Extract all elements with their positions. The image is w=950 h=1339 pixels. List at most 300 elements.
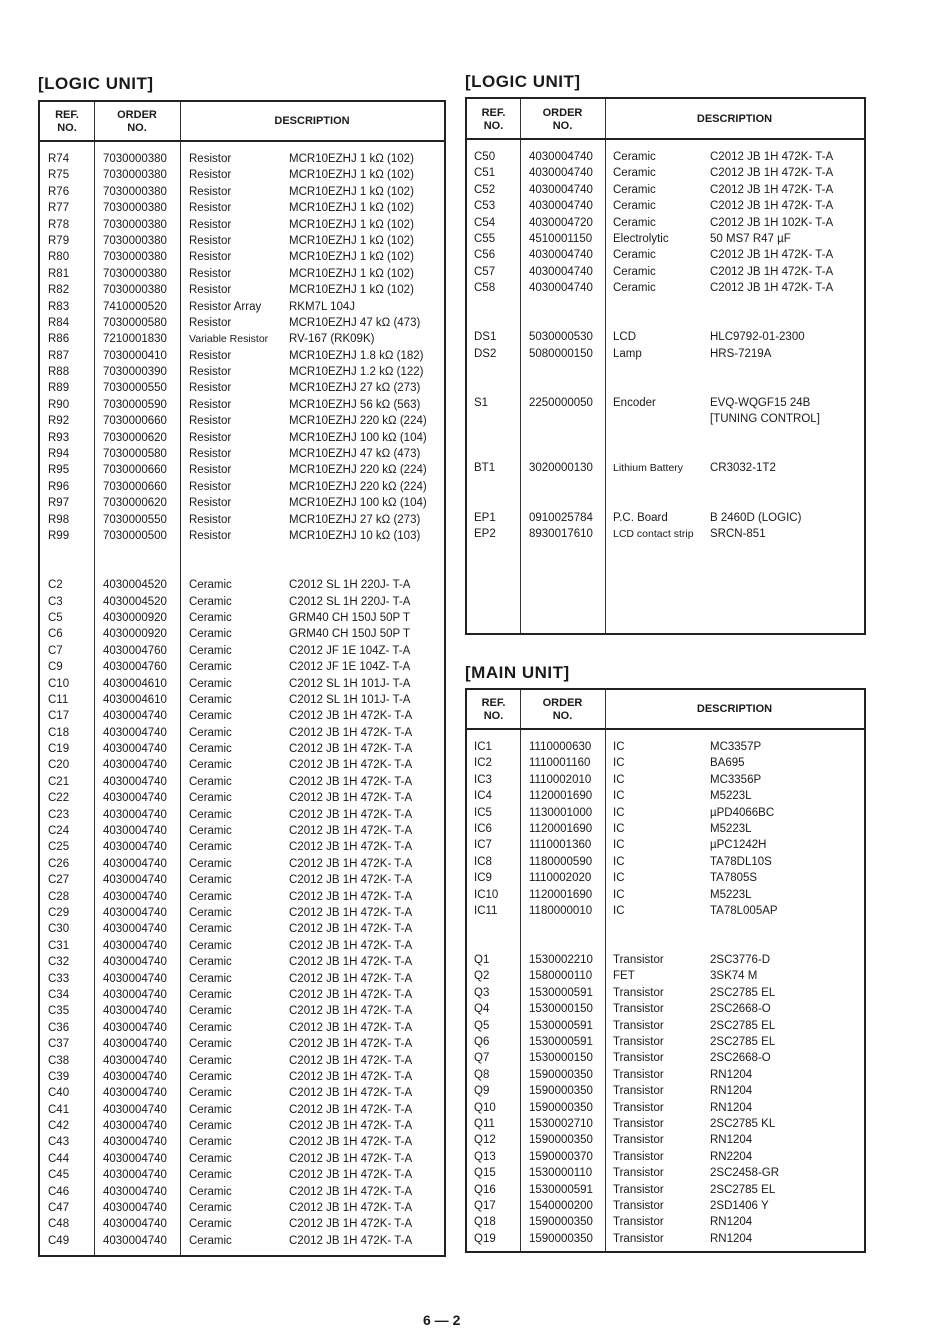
specification: RN1204 [710,1134,753,1147]
table-row [40,905,444,921]
header-ref: REF. NO. [55,109,79,134]
table-row [467,165,864,181]
description: Ceramic [189,1136,232,1149]
table-row [467,247,864,263]
description: Resistor [189,234,232,247]
specification: MCR10EZHJ 1 kΩ (102) [289,251,414,264]
ref-no: C46 [48,1185,70,1198]
specification: RN2204 [710,1150,753,1163]
ref-no: IC8 [474,855,492,868]
order-no: 7030000390 [103,366,167,379]
table-row [467,1132,864,1148]
specification: C2012 JB 1H 472K- T-A [289,972,413,985]
table-row [40,889,444,905]
ref-no: R98 [48,513,70,526]
order-no: 8930017610 [529,528,593,541]
ref-no: C31 [48,939,70,952]
table-header [40,102,444,142]
order-no: 1110000630 [529,741,592,753]
ref-no: C17 [48,710,70,723]
description: Resistor [189,431,232,444]
table-row [40,1233,444,1249]
order-no: 4030004740 [529,265,593,278]
table-row [467,1182,864,1198]
specification: MCR10EZHJ 1 kΩ (102) [289,284,414,297]
description: Ceramic [189,857,232,870]
ref-no: C3 [48,595,63,608]
logic-unit-parts-table [38,100,446,1257]
ref-no: Q11 [474,1118,495,1130]
order-no: 1530000150 [529,1003,593,1016]
description: Resistor [189,284,232,297]
description: LCD contact strip [613,528,694,541]
table-row [467,231,864,247]
ref-no: C35 [48,1005,70,1018]
description: Transistor [613,1167,664,1180]
description: Ceramic [189,956,232,969]
specification: GRM40 CH 150J 50P T [289,628,411,641]
description: Resistor [189,202,232,215]
specification: C2012 JB 1H 472K- T-A [289,890,413,903]
description: Resistor [189,153,232,165]
description: IC [613,822,625,835]
table-row [467,215,864,231]
ref-no: Q7 [474,1052,490,1065]
left-section-title: [LOGIC UNIT] [38,74,154,93]
order-no: 4030004740 [103,825,167,838]
main-unit-parts-table [465,688,866,1253]
specification: 2SC2458-GR [710,1167,780,1180]
specification: MCR10EZHJ 47 kΩ (473) [289,448,421,461]
specification: C2012 JB 1H 472K- T-A [289,1169,413,1182]
specification: MCR10EZHJ 56 kΩ (563) [289,398,421,411]
ref-no: Q4 [474,1003,490,1016]
specification: M5223L [710,888,752,901]
table-row [40,659,444,675]
description: Resistor [189,316,232,329]
order-no: 1580000110 [529,970,593,983]
ref-no: Q13 [474,1150,496,1163]
ref-no: C53 [474,200,496,213]
ref-no: C55 [474,232,496,245]
ref-no: DS1 [474,331,497,344]
description: Lamp [613,347,642,360]
order-no: 1590000350 [529,1101,593,1114]
table-row [40,1200,444,1216]
page-number: 6 — 2 [423,1312,461,1328]
table-row [40,462,444,478]
table-row [40,823,444,839]
table-row [467,264,864,280]
description: Ceramic [189,1185,232,1198]
description: IC [613,741,625,753]
table-row [40,839,444,855]
description: Ceramic [189,1038,232,1051]
description: Transistor [613,986,664,999]
ref-no: C10 [48,677,70,690]
order-no: 4030004720 [529,216,593,229]
table-row [40,217,444,233]
table-header [467,690,864,730]
table-row [467,1100,864,1116]
description: LCD [613,331,637,344]
ref-no: R90 [48,398,70,411]
ref-no: DS2 [474,347,497,360]
description: Ceramic [189,693,232,706]
description: Ceramic [189,841,232,854]
ref-no: C18 [48,726,70,739]
table-row [467,903,864,919]
specification: C2012 JB 1H 472K- T-A [289,792,413,805]
specification: MCR10EZHJ 1 kΩ (102) [289,234,414,247]
order-no: 4030004740 [103,841,167,854]
description: Ceramic [189,579,232,592]
specification: C2012 JB 1H 472K- T-A [289,874,413,887]
ref-no: R79 [48,234,70,247]
description: Resistor [189,398,232,411]
order-no: 4030004740 [103,1038,167,1051]
order-no: 4030004740 [529,200,593,213]
table-row [467,968,864,984]
specification: C2012 JB 1H 472K- T-A [289,1070,413,1083]
ref-no: R95 [48,464,70,477]
order-no: 1590000350 [529,1085,593,1098]
order-no: 4030000920 [103,611,167,624]
order-no: 4030004610 [103,693,167,706]
ref-no: C40 [48,1087,70,1100]
right-section-title: [LOGIC UNIT] [465,72,581,91]
description: Resistor [189,480,232,493]
order-no: 4030004740 [103,1202,167,1215]
description: Ceramic [189,743,232,756]
table-row [40,1036,444,1052]
description: Resistor [189,415,232,428]
specification: HRS-7219A [710,347,772,360]
order-no: 4030004740 [103,1169,167,1182]
order-no: 4030004740 [103,874,167,887]
order-no: 7030000380 [103,284,167,297]
header-order: ORDER NO. [117,109,157,134]
description: Resistor [189,529,232,542]
specification: MCR10EZHJ 47 kΩ (473) [289,316,421,329]
order-no: 4030004740 [103,939,167,952]
order-no: 4030004740 [103,1234,167,1247]
description: Resistor [189,349,232,362]
table-row [467,1050,864,1066]
description: Resistor Array [189,300,262,313]
table-row [40,921,444,937]
description: Ceramic [189,677,232,690]
specification: C2012 JB 1H 472K- T-A [710,151,834,163]
description: Ceramic [189,661,232,674]
order-no: 1590000350 [529,1068,593,1081]
specification: C2012 JB 1H 472K- T-A [710,183,834,196]
ref-no: Q9 [474,1085,490,1098]
specification: C2012 JB 1H 472K- T-A [289,775,413,788]
ref-no: C36 [48,1021,70,1034]
table-row [40,987,444,1003]
specification: µPC1242H [710,839,767,852]
ref-no: Q18 [474,1216,496,1229]
specification: MCR10EZHJ 27 kΩ (273) [289,382,421,395]
table-row [40,397,444,413]
order-no: 4030004740 [103,759,167,772]
order-no: 1590000350 [529,1216,593,1229]
order-no: 4030004740 [103,906,167,919]
description: FET [613,970,635,983]
table-row [40,282,444,298]
specification: C2012 JB 1H 472K- T-A [710,167,834,180]
ref-no: R96 [48,480,70,493]
description: Ceramic [189,1021,232,1034]
ref-no: EP1 [474,511,496,524]
table-row [40,446,444,462]
description: Ceramic [613,151,656,163]
specification: 2SC2668-O [710,1052,771,1065]
description: Resistor [189,513,232,526]
specification: C2012 JF 1E 104Z- T-A [289,661,411,674]
description: Resistor [189,218,232,231]
description: IC [613,839,625,852]
table-row [40,348,444,364]
logic-unit-parts-table-2 [465,97,866,635]
order-no: 4030004740 [103,710,167,723]
description: IC [613,888,625,901]
specification: B 2460D (LOGIC) [710,511,802,524]
description: Resistor [189,251,232,264]
ref-no: C6 [48,628,63,641]
main-section-title: [MAIN UNIT] [465,663,570,682]
table-row [467,1001,864,1017]
ref-no: R80 [48,251,70,264]
ref-no: Q2 [474,970,490,983]
description: Transistor [613,1036,664,1049]
specification: MCR10EZHJ 1.2 kΩ (122) [289,366,424,379]
table-row [40,364,444,380]
ref-no: C54 [474,216,496,229]
specification: C2012 JB 1H 472K- T-A [710,265,834,278]
order-no: 4030004740 [103,1136,167,1149]
ref-no: R93 [48,431,70,444]
ref-no: C50 [474,151,496,163]
specification: 3SK74 M [710,970,758,983]
header-order: ORDER NO. [542,106,583,132]
description: Transistor [613,1118,664,1130]
order-no: 7030000380 [103,251,167,264]
order-no: 1110002010 [529,773,592,786]
table-row [40,790,444,806]
description: Ceramic [189,644,232,657]
table-row [40,1102,444,1118]
description: Resistor [189,448,232,461]
table-row [467,854,864,870]
description: Transistor [613,1150,664,1163]
table-row [40,184,444,200]
ref-no: C38 [48,1054,70,1067]
ref-no: C32 [48,956,70,969]
specification: RN1204 [710,1216,753,1229]
order-no: 7030000660 [103,464,167,477]
specification: C2012 JB 1H 472K- T-A [289,710,413,723]
order-no: 7030000380 [103,218,167,231]
specification: MCR10EZHJ 1 kΩ (102) [289,153,414,165]
ref-no: C41 [48,1103,70,1116]
specification: C2012 JF 1E 104Z- T-A [289,644,411,657]
description: Ceramic [189,1152,232,1165]
order-no: 7410000520 [103,300,167,313]
order-no: 4030004760 [103,644,167,657]
ref-no: C24 [48,825,70,838]
table-row [40,331,444,347]
specification: C2012 JB 1H 472K- T-A [289,956,413,969]
row-group [467,952,864,1247]
specification: C2012 SL 1H 101J- T-A [289,677,411,690]
table-row [467,149,864,165]
description: Ceramic [189,595,232,608]
description: Ceramic [613,200,656,213]
table-row [40,741,444,757]
ref-no: C57 [474,265,496,278]
row-group [467,460,864,476]
header-desc: DESCRIPTION [696,112,773,125]
header-ref: REF. NO. [481,697,506,722]
table-row [40,643,444,659]
ref-no: C42 [48,1120,70,1133]
table-row [467,772,864,788]
specification: MCR10EZHJ 220 kΩ (224) [289,415,427,428]
table-row [40,954,444,970]
specification: MCR10EZHJ 220 kΩ (224) [289,464,427,477]
ref-no: Q16 [474,1183,496,1196]
specification: C2012 JB 1H 472K- T-A [289,1234,413,1247]
order-no: 7030000380 [103,169,167,182]
table-row [40,692,444,708]
ref-no: C25 [48,841,70,854]
order-no: 7030000380 [103,202,167,215]
order-no: 1120001690 [529,790,593,803]
specification: C2012 JB 1H 472K- T-A [710,200,834,213]
order-no: 4030004740 [103,956,167,969]
order-no: 4030004740 [103,1218,167,1231]
ref-no: C33 [48,972,70,985]
description: Transistor [613,1216,664,1229]
specification: 2SC2785 EL [710,1036,776,1049]
description: Ceramic [189,906,232,919]
description: P.C. Board [613,511,668,524]
ref-no: C26 [48,857,70,870]
specification: RV-167 (RK09K) [289,333,375,346]
order-no: 1530000591 [529,1183,593,1196]
order-no: 7030000550 [103,382,167,395]
description: IC [613,872,625,885]
ref-no: R81 [48,267,70,280]
specification: C2012 JB 1H 472K- T-A [289,1038,413,1051]
description: Encoder [613,396,656,409]
description: Ceramic [189,759,232,772]
ref-no: Q17 [474,1199,496,1212]
ref-no: IC4 [474,790,492,803]
specification: C2012 SL 1H 101J- T-A [289,693,411,706]
table-row [40,413,444,429]
ref-no: R99 [48,529,70,542]
description: Transistor [613,1232,664,1245]
table-row [40,430,444,446]
order-no: 1590000350 [529,1232,593,1245]
ref-no: R88 [48,366,70,379]
ref-no: C47 [48,1202,70,1215]
description: IC [613,757,625,770]
order-no: 2250000050 [529,396,593,409]
ref-no: R84 [48,316,70,329]
table-row [467,280,864,296]
description: Ceramic [613,216,656,229]
description: Ceramic [189,825,232,838]
ref-no: R75 [48,169,70,182]
description: Transistor [613,1101,664,1114]
table-row [467,755,864,771]
table-row [467,870,864,886]
table-header [467,99,864,140]
header-order: ORDER NO. [542,697,583,722]
ref-no: IC6 [474,822,492,835]
row-group [467,395,864,428]
ref-no: C43 [48,1136,70,1149]
table-row [40,610,444,626]
table-row [40,299,444,315]
order-no: 1110001160 [529,757,591,770]
table-row [40,512,444,528]
ref-no: C44 [48,1152,70,1165]
table-row [40,725,444,741]
description: Resistor [189,169,232,182]
description: IC [613,904,625,917]
order-no: 4030004520 [103,579,167,592]
order-no: 7030000620 [103,431,167,444]
specification: 2SD1406 Y [710,1199,769,1212]
specification: RN1204 [710,1232,753,1245]
order-no: 4030004740 [103,1120,167,1133]
table-row [40,151,444,167]
specification: EVQ-WQGF15 24B [710,396,811,409]
specification: C2012 JB 1H 472K- T-A [289,1185,413,1198]
order-no: 4030004740 [103,923,167,936]
table-row [40,315,444,331]
order-no: 7030000580 [103,448,167,461]
table-row [40,757,444,773]
description: Ceramic [189,1169,232,1182]
ref-no: R87 [48,349,70,362]
table-body [467,140,864,542]
description: IC [613,773,625,786]
order-no: 1590000370 [529,1150,593,1163]
ref-no: C20 [48,759,70,772]
ref-no: C28 [48,890,70,903]
specification: RN1204 [710,1068,753,1081]
table-row [467,329,864,345]
table-row [467,395,864,411]
description: Ceramic [189,1005,232,1018]
table-row [40,266,444,282]
description: Ceramic [189,1070,232,1083]
ref-no: C7 [48,644,63,657]
ref-no: C49 [48,1234,70,1247]
description: Resistor [189,382,232,395]
table-row [467,1067,864,1083]
order-no: 4030004740 [103,775,167,788]
order-no: 4030004610 [103,677,167,690]
order-no: 1180000010 [529,904,593,917]
order-no: 4030004740 [529,183,593,196]
